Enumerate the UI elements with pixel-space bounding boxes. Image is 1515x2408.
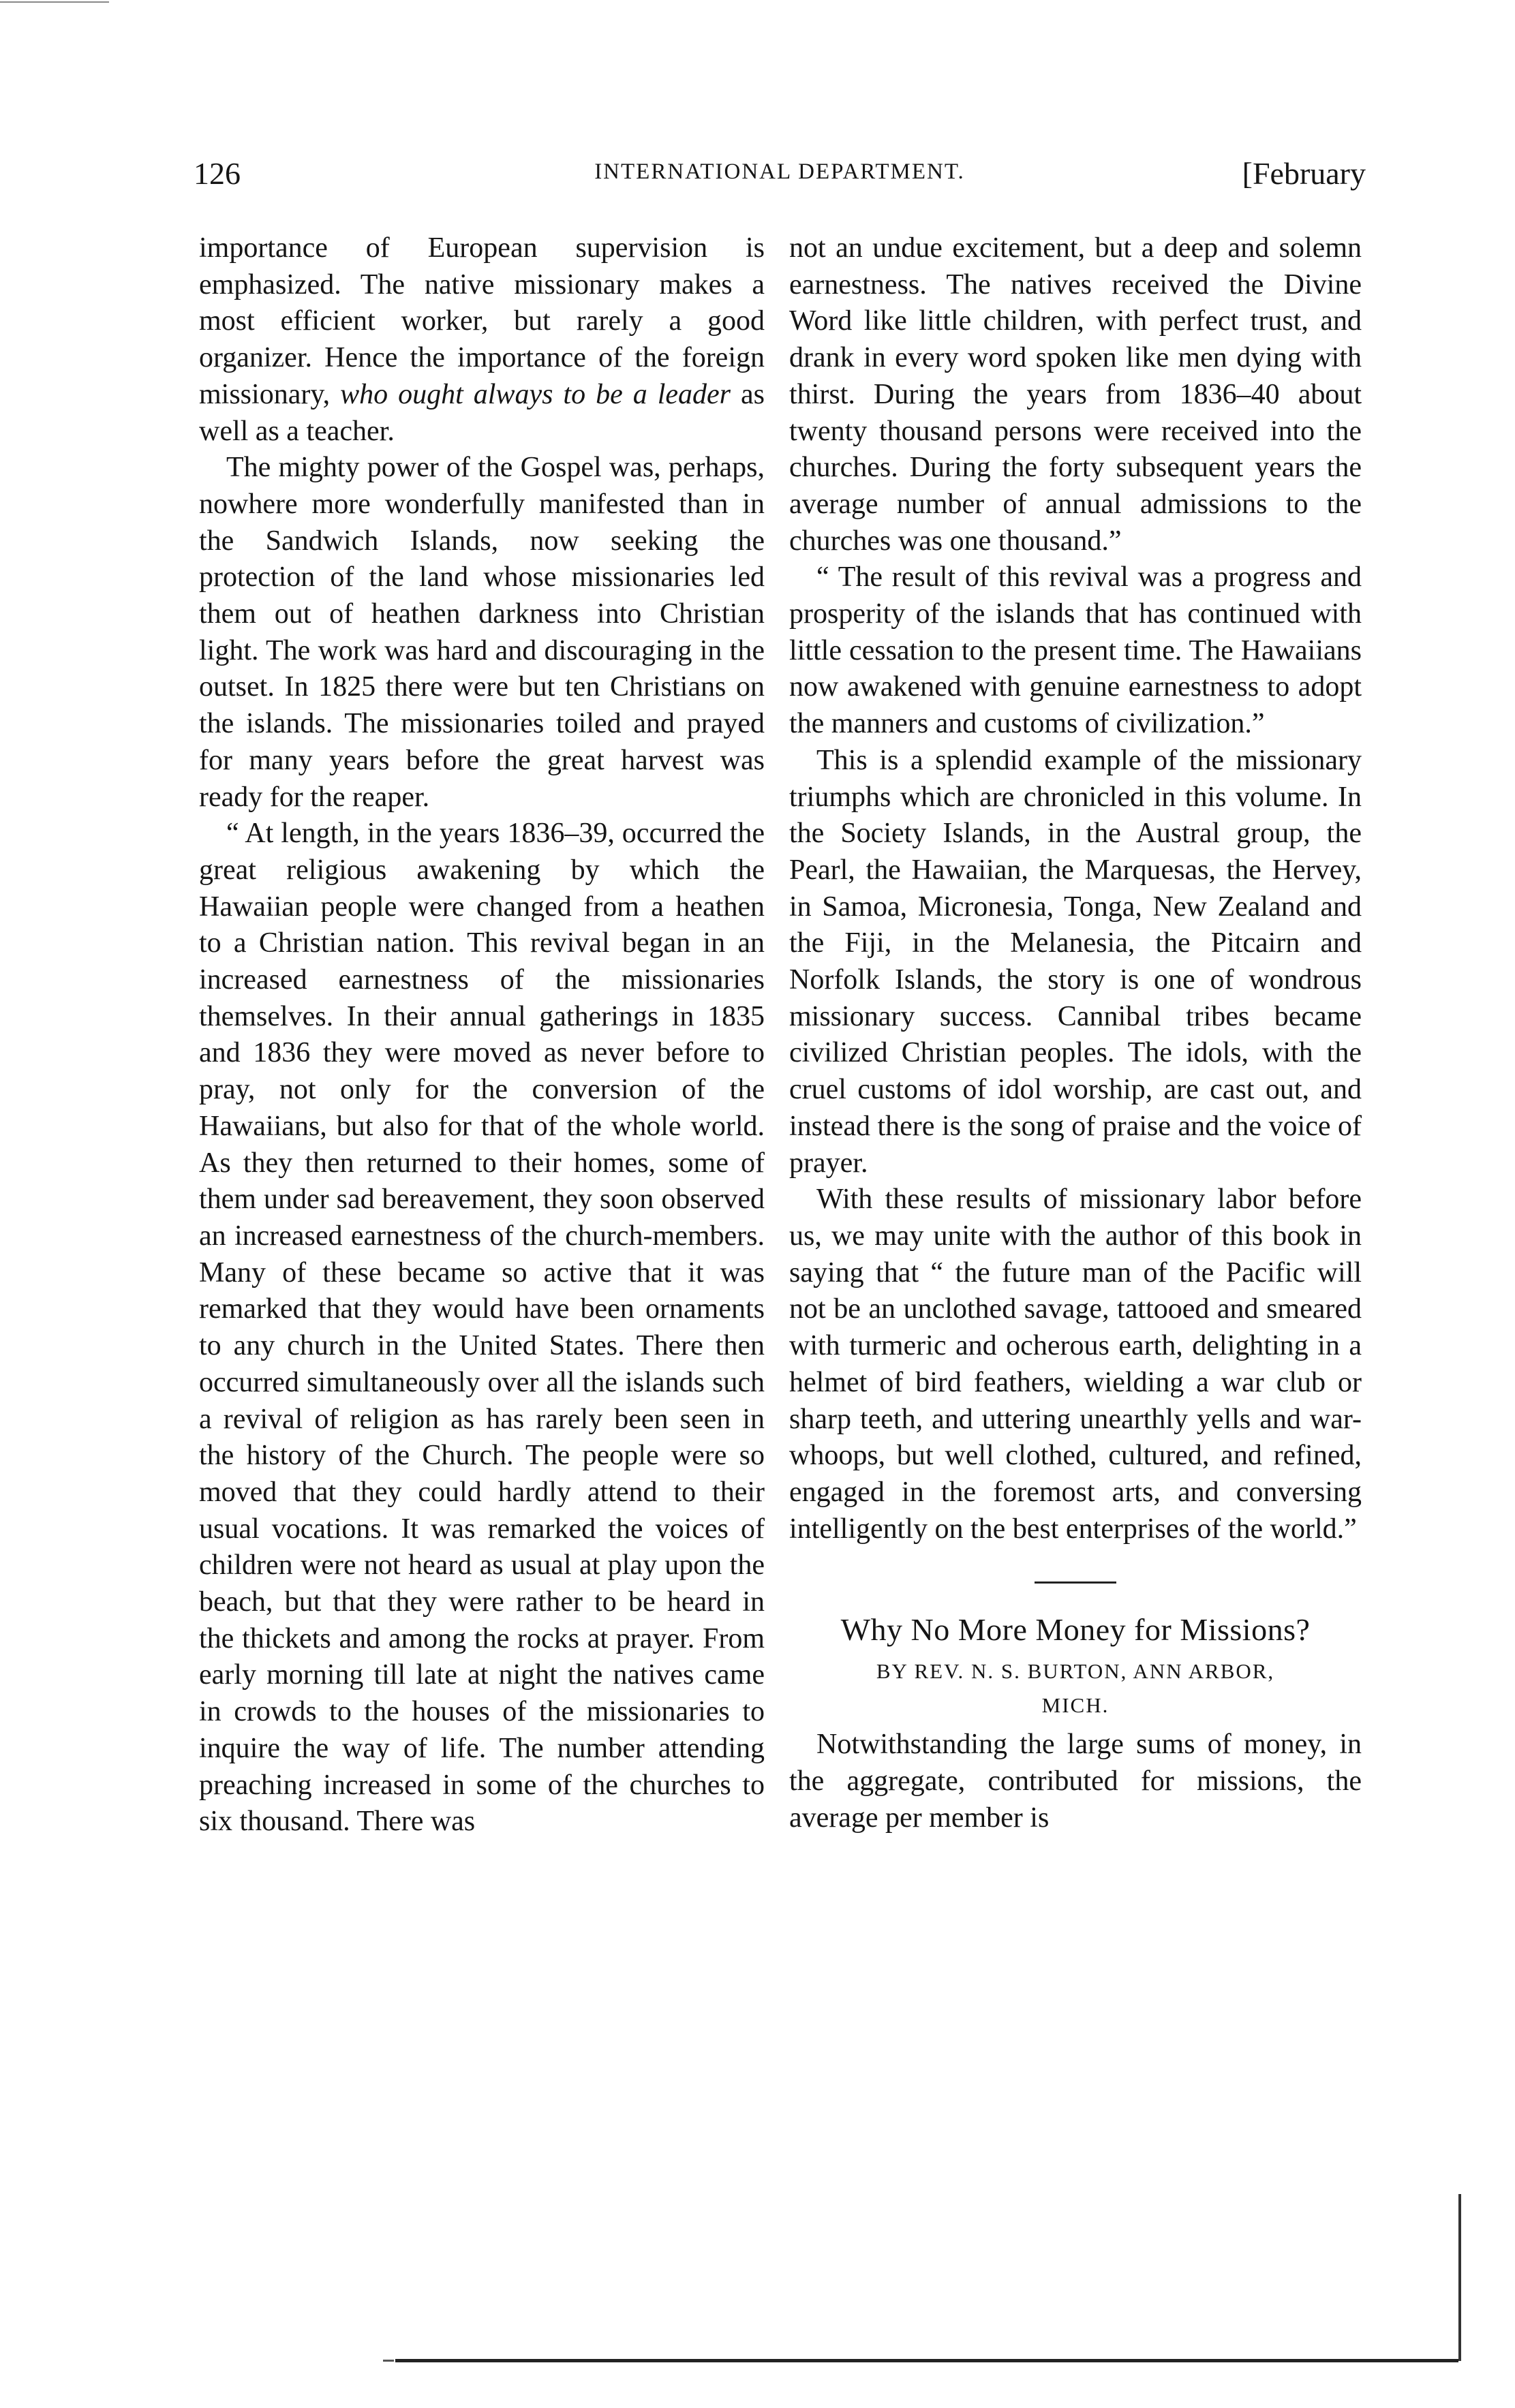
paragraph: Notwithstanding the large sums of money, in the aggregate, contributed for missions, the average per member is — [789, 1729, 1362, 1834]
section-divider — [1035, 1581, 1116, 1584]
byline — [789, 1654, 1362, 1723]
paragraph: The mighty power of the Gospel was, perhaps, nowhere more wonderfully manifested than in the Sandwich Islands, now seeking the protection of the land whose missionaries led them out of heathen darkness into Christian light. The work was hard and discouraging in the outset. In 1825 there were but ten Christians on the islands. The missionaries toiled and prayed for many years before the great harvest was ready for the reaper. — [199, 452, 765, 813]
paragraph: “ The result of this revival was a progress and prosperity of the islands that has continued with little cessation to the present time. The Hawaiians now awakened with genuine earnestness to adopt the manners and customs of civilization.” — [789, 561, 1362, 740]
paragraph: With these results of missionary labor before us, we may unite with the author of this book in saying that “ the future man of the Pacific will not be an unclothed savage, tattooed and smeared with turmeric and ocherous earth, delighting in a helmet of bird feathers, wielding a war club or sharp teeth, and uttering unearthly yells and war-whoops, but well clothed, cultured, and refined, engaged in the foremost arts, and conversing intelligently on the best enterprises of the world.” — [789, 1184, 1362, 1545]
paragraph: “ At length, in the years 1836–39, occurred the great religious awakening by which the Hawaiian people were changed from a heathen to a Christian nation. This revival began in an increased earnestness of the missionaries themselves. In their annual gatherings in 1835 and 1836 they were moved as never before to pray, not only for the conversion of the Hawaiians, but also for that of the whole world. As they then returned to their homes, some of them under sad bereavement, they soon observed an increased earnestness of the church-members. Many of these became so active that it was remarked that they would have been ornaments to any church in the United States. There then occurred simultaneously over all the islands such a revival of religion as has rarely been seen in the history of the Church. The people were so moved that they could hardly attend to their usual vocations. It was remarked the voices of children were not heard as usual at play upon the beach, but that they were rather to be heard in the thickets and among the rocks at prayer. From early morning till late at night the natives came in crowds to the houses of the missionaries to inquire the way of life. The number attending preaching increased in some of the churches to six thousand. There was — [199, 818, 765, 1838]
paragraph: not an undue excitement, but a deep and solemn earnestness. The natives received the Divine Word like little children, with perfect trust, and drank in every word spoken like men dying with thirst. During the years from 1836–40 about twenty thousand persons were received into the churches. During the forty subsequent years the average number of annual admissions to the churches was one thousand.” — [789, 232, 1362, 557]
scan-edge-mark — [0, 1, 109, 3]
running-title: INTERNATIONAL DEPARTMENT. — [594, 159, 965, 184]
paragraph — [199, 230, 765, 450]
running-date: [February — [1242, 156, 1366, 191]
scan-bottom-rule — [395, 2359, 1458, 2362]
byline-line: MICH. — [1041, 1693, 1110, 1718]
emphasized-text: who ought always to be a leader — [340, 378, 731, 410]
article-title: Why No More Money for Missions? — [840, 1612, 1311, 1648]
left-column — [199, 230, 765, 1840]
scan-dash-mark — [383, 2360, 394, 2362]
paragraph: This is a splendid example of the missionary triumphs which are chronicled in this volume. In the Society Islands, in the Austral group, the Pearl, the Hawaiian, the Marquesas, the Hervey, in Samoa, Micronesia, Tonga, New Zealand and the Fiji, in the Melanesia, the Pitcairn and Norfolk Islands, the story is one of wondrous missionary success. Cannibal tribes became civilized Christian peoples. The idols, with the cruel customs of idol worship, are cast out, and instead there is the song of praise and the voice of prayer. — [789, 744, 1362, 1179]
byline-line: BY REV. N. S. BURTON, ANN ARBOR, — [876, 1659, 1275, 1684]
scan-edge-line — [1458, 2194, 1461, 2361]
running-header — [194, 155, 1366, 196]
page-number: 126 — [194, 156, 241, 191]
paragraph-text: importance of European supervision is emphasized. The native missionary makes a most efficient worker, but rarely a good organizer. Hence the importance of the foreign missionary, — [199, 232, 765, 410]
paragraph-text: as well as a teacher. — [199, 378, 765, 447]
right-column — [789, 230, 1362, 1836]
